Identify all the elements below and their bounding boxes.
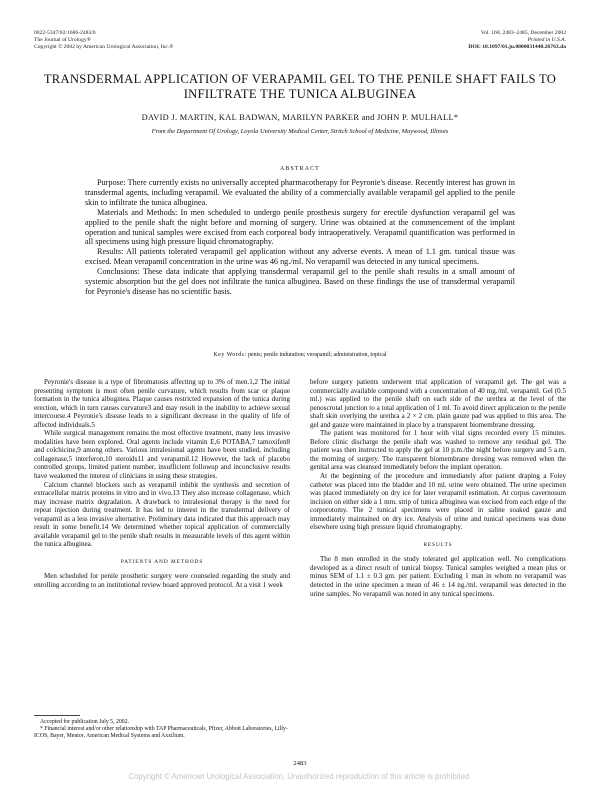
copyright-line: Copyright © 2002 by American Urological Association, Inc.® — [34, 44, 174, 50]
footnote-disclosure: * Financial interest and/or other relationship with TAP Pharmaceuticals, Pfizer, Abbott Laboratories, Lilly-ICOS, Bayer, Mentor, American Medical Systems and Axxilium. — [34, 726, 288, 739]
abstract-purpose: Purpose: There currently exists no universally accepted pharmacotherapy for Peyronie's disease. Recently interest has grown in transdermal agents, including verapamil. We evaluated the ability of a commercially available verapamil gel applied to the penile skin to infiltrate the tunica albuginea. — [85, 178, 515, 207]
intro-paragraph-3: Calcium channel blockers such as verapamil inhibit the synthesis and secretion of extracellular matrix proteins in vitro and in vivo.13 They also increase collagenase, which may increase matrix degradation. A drawback to intralesional therapy is the need for repeat injection during treatment. It has led to interest in the transdermal delivery of verapamil as a less invasive alternative. Preliminary data indicated that this approach may result in some benefit.14 We determined whether topical application of commercially available verapamil gel to the penile shaft results in measurable levels of this agent within the tunica albuginea. — [34, 480, 290, 549]
footnotes — [34, 715, 290, 740]
keywords-list: penis; penile induration; verapamil; administration, topical — [248, 352, 387, 358]
author-list: DAVID J. MARTIN, KAL BADWAN, MARILYN PARKER and JOHN P. MULHALL* — [141, 113, 459, 122]
copyright-watermark: Copyright © American Urological Association. Unauthorized reproduction of this article is prohibited. — [128, 772, 472, 781]
journal-header-left — [34, 30, 173, 51]
methods-paragraph-3: At the beginning of the procedure and immediately after patient draping a Foley catheter was placed into the bladder and 10 ml. urine were obtained. The urine specimen was placed immediately on dry ice for later verapamil estimation. At corpus cavernosum incision on either side a 1 mm. strip of tunica albuginea was excised from each edge of the corporotomy. The 2 tunical specimens were placed in saline soaked gauze and immediately maintained on dry ice. Analysis of urine and tunical specimens was done elsewhere using high pressure liquid chromatography. — [310, 472, 566, 532]
printed-line: Printed in U.S.A. — [527, 37, 566, 43]
issn-line: 0022-5347/02/1686-2483/0 — [34, 30, 96, 36]
methods-heading: PATIENTS AND METHODS — [120, 558, 204, 565]
results-heading: RESULTS — [423, 541, 453, 548]
affiliation: From the Department Of Urology, Loyola University Medical Center, Stritch School of Medicine, Maywood, Illinois — [151, 128, 449, 135]
volume-line: Vol. 168, 2483–2485, December 2002 — [480, 30, 566, 36]
abstract-heading: ABSTRACT — [280, 166, 320, 172]
doi-link[interactable]: DOI: 10.1097/01.ju.0000031440.26763.da — [468, 44, 566, 50]
footnote-rule — [34, 715, 80, 716]
methods-paragraph-1: Men scheduled for penile prosthetic surgery were counseled regarding the study and enrolling according to an institutional review board approved protocol. At a visit 1 week — [34, 572, 290, 590]
journal-name: The Journal of Urology® — [34, 37, 91, 43]
abstract — [85, 178, 515, 297]
keywords-label: Key Words: — [213, 352, 247, 358]
journal-header-right — [468, 30, 566, 51]
abstract-methods: Materials and Methods: In men scheduled to undergo penile prosthesis surgery for erectile dysfunction verapamil gel was applied to the penile shaft the night before and morning of surgery. Urine was obtained at the commencement of the implant operation and tunical samples were excised from each corporeal body intraoperatively. Verapamil quantification was performed in all specimens using high pressure liquid chromatography. — [85, 207, 515, 247]
footnote-accepted: Accepted for publication July 5, 2002. — [40, 719, 130, 725]
abstract-conclusions: Conclusions: These data indicate that applying transdermal verapamil gel to the penile shaft results in a small amount of systemic absorption but the gel does not infiltrate the tunica albuginea. Based on these findings the use of transdermal verapamil for Peyronie's disease has no scientific basis. — [85, 267, 515, 296]
keywords — [85, 352, 515, 358]
intro-paragraph-2: While surgical management remains the most effective treatment, many less invasive modalities have been explored. Oral agents include vitamin E,6 POTABA,7 tamoxifen8 and colchicine,9 among others. Various intralesional agents have been studied, including collagenase,5 interferon,10 steroids11 and verapamil.12 However, the lack of placebo controlled groups, limited patient number, insufficient followup and inconclusive results have weakened the interest of clinicians in using these strategies. — [34, 429, 290, 481]
methods-paragraph-2: The patient was monitored for 1 hour with vital signs recorded every 15 minutes. Before clinic discharge the penile shaft was washed to remove any residual gel. The patient was then instructed to apply the gel at 10 p.m./the night before surgery and 5 a.m. the morning of surgery. The transparent biomembrane dressing was removed when the genital area was cleansed immediately before the implant operation. — [310, 429, 566, 472]
page-number: 2483 — [293, 760, 307, 767]
methods-paragraph-1-cont: before surgery patients underwent trial application of verapamil gel. The gel was a commercially available compound with a concentration of 40 mg./ml. verapamil. Gel (0.5 ml.) was applied to the penile shaft on each side of the urethra at the level of the penoscrotal junction to a total application of 1 ml. To avoid direct application to the penile shaft skin overlying the urethra a 2 × 2 cm. plain gauze pad was applied to this area. The gel and gauze were maintained in place by a transparent biomembrane dressing. — [310, 378, 566, 429]
article-title: TRANSDERMAL APPLICATION OF VERAPAMIL GEL TO THE PENILE SHAFT FAILS TO INFILTRATE THE TUNICA ALBUGINEA — [43, 72, 557, 101]
intro-paragraph-1: Peyronie's disease is a type of fibromatosis affecting up to 3% of men.1,2 The initial presenting symptom is most often penile curvature, which results from scar or plaque formation in the tunica albuginea. Plaque causes restricted expansion of the tunica during erection, which in turn causes curvature3 and may result in the inability to achieve sexual intercourse.4 Peyronie's disease leads to a significant decrease in the quality of life of affected individuals.5 — [34, 378, 290, 429]
left-column — [34, 378, 290, 590]
results-paragraph: The 8 men enrolled in the study tolerated gel application well. No complications developed as a direct result of tunical biopsy. Tunical samples weighed a mean plus or minus SEM of 1.1 ± 0.3 gm. per patient. Excluding 1 man in whom no verapamil was detected in the urine specimen a mean of 46 ± 14 ng./ml. verapamil was detected in the urine samples. No verapamil was noted in any tunical specimens. — [310, 555, 566, 598]
abstract-results: Results: All patients tolerated verapamil gel application without any adverse events. A mean of 1.1 gm. tunical tissue was excised. Mean verapamil concentration in the urine was 46 ng./ml. No verapamil was detected in any tunical specimens. — [85, 247, 515, 267]
right-column — [310, 378, 566, 598]
